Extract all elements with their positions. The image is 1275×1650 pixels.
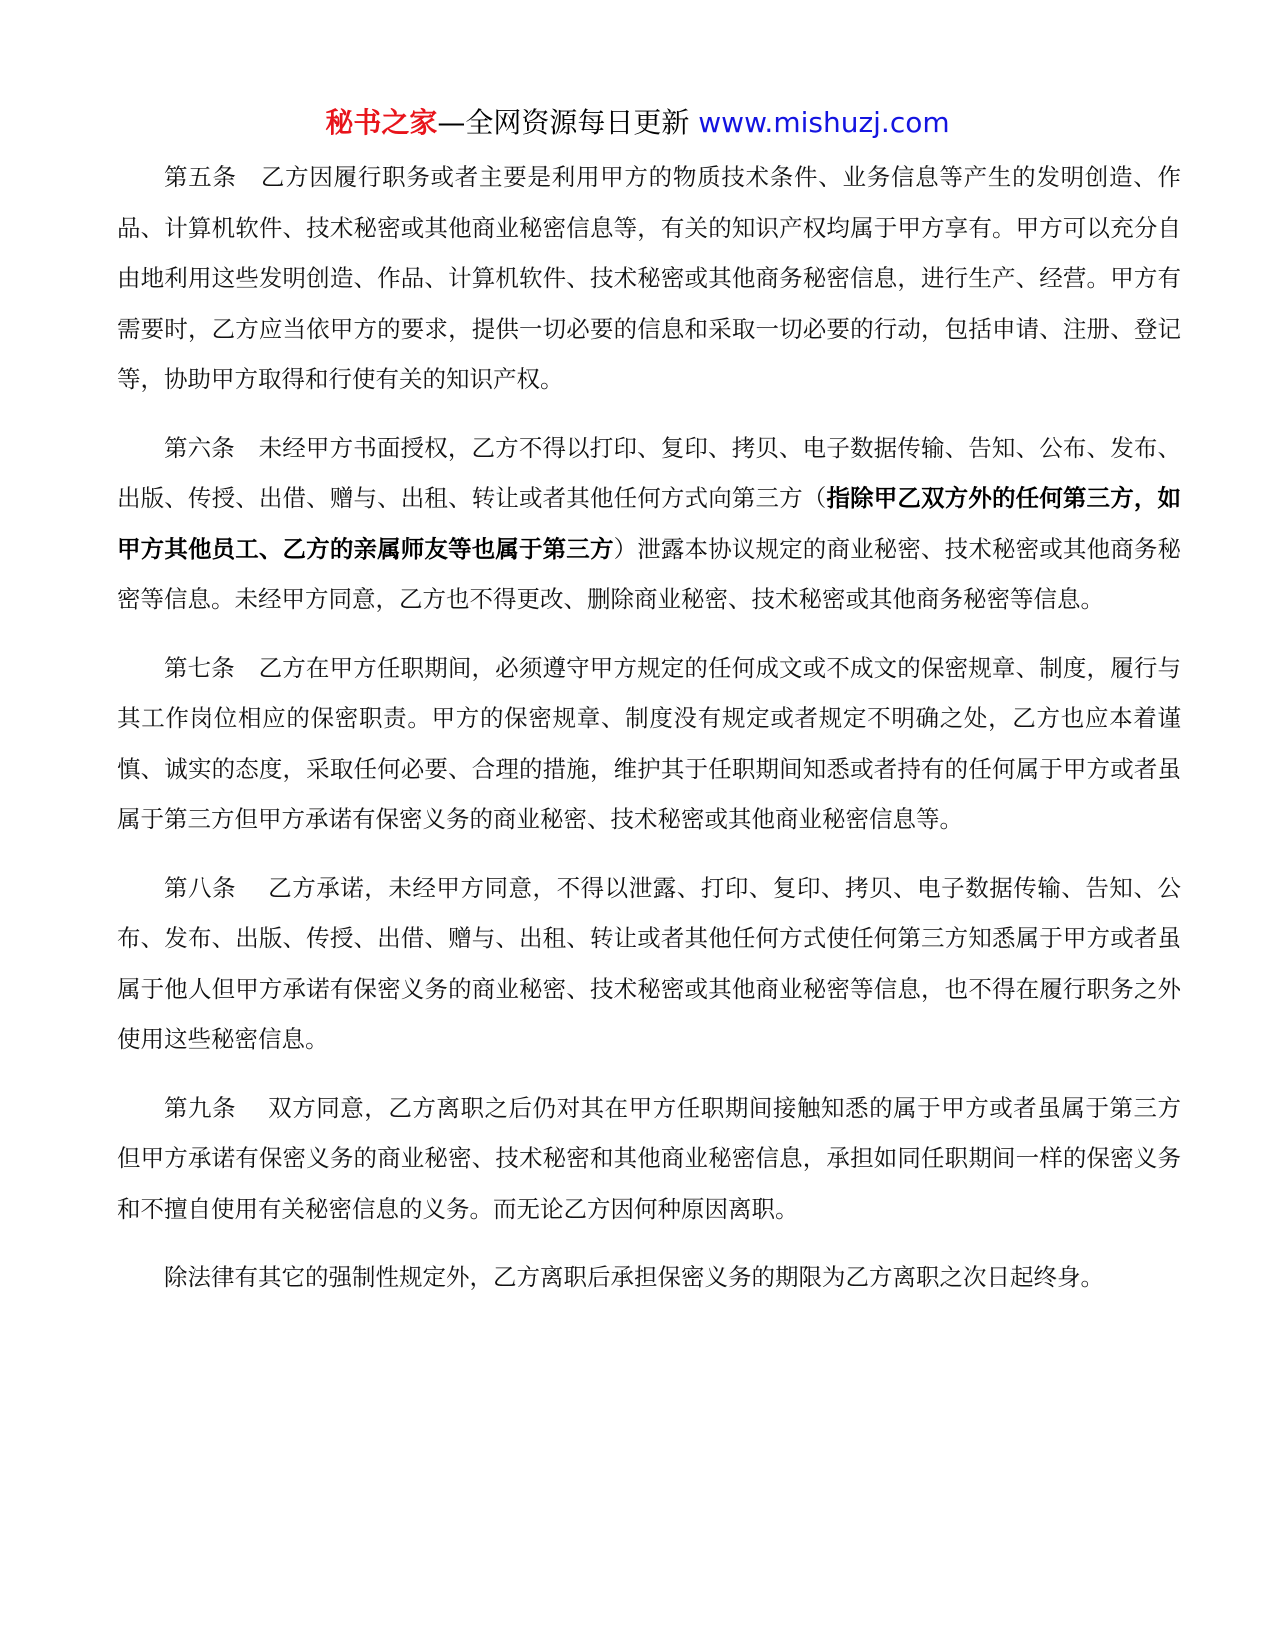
article-6 [117, 423, 1181, 625]
article-8: 第八条 乙方承诺，未经甲方同意，不得以泄露、打印、复印、拷贝、电子数据传输、告知、公布、发布、出版、传授、出借、赠与、出租、转让或者其他任何方式使任何第三方知悉属于甲方或者虽属于他人但甲方承诺有保密义务的商业秘密、技术秘密或其他商业秘密等信息，也不得在履行职务之外使用这些秘密信息。 [117, 873, 1181, 1053]
article-5: 第五条 乙方因履行职务或者主要是利用甲方的物质技术条件、业务信息等产生的发明创造、作品、计算机软件、技术秘密或其他商业秘密信息等，有关的知识产权均属于甲方享有。甲方可以充分自由地利用这些发明创造、作品、计算机软件、技术秘密或其他商务秘密信息，进行生产、经营。甲方有需要时，乙方应当依甲方的要求，提供一切必要的信息和采取一切必要的行动，包括申请、注册、登记等，协助甲方取得和行使有关的知识产权。 [117, 163, 1181, 393]
page-header [0, 103, 1275, 143]
article-7: 第七条 乙方在甲方任职期间，必须遵守甲方规定的任何成文或不成文的保密规章、制度，履行与其工作岗位相应的保密职责。甲方的保密规章、制度没有规定或者规定不明确之处，乙方也应本着谨慎、诚实的态度，采取任何必要、合理的措施，维护其于任职期间知悉或者持有的任何属于甲方或者虽属于第三方但甲方承诺有保密义务的商业秘密、技术秘密或其他商业秘密信息等。 [117, 653, 1181, 833]
confidentiality-term: 除法律有其它的强制性规定外，乙方离职后承担保密义务的期限为乙方离职之次日起终身。 [164, 1263, 1104, 1291]
article-9: 第九条 双方同意，乙方离职之后仍对其在甲方任职期间接触知悉的属于甲方或者虽属于第三方但甲方承诺有保密义务的商业秘密、技术秘密和其他商业秘密信息，承担如同任职期间一样的保密义务和不擅自使用有关秘密信息的义务。而无论乙方因何种原因离职。 [117, 1093, 1181, 1223]
header-tagline: —全网资源每日更新 [437, 106, 699, 139]
article-6-emphasis: 指除甲乙双方外的任何第三方，如甲方其他员工、乙方的亲属师友等也属于第三方 [117, 484, 1182, 563]
document-body [117, 152, 1181, 1321]
brand-name: 秘书之家 [325, 106, 438, 139]
article-6-text-before: 第六条 未经甲方书面授权，乙方不得以打印、复印、拷贝、电子数据传输、告知、公布、发布、出版、传授、出借、赠与、出租、转让或者其他任何方式向第三方（ [117, 433, 1181, 512]
site-url-link[interactable]: www.mishuzj.com [698, 106, 950, 139]
article-6-text-after: ）泄露本协议规定的商业秘密、技术秘密或其他商务秘密等信息。未经甲方同意，乙方也不得更改、删除商业秘密、技术秘密或其他商务秘密等信息。 [117, 534, 1182, 613]
